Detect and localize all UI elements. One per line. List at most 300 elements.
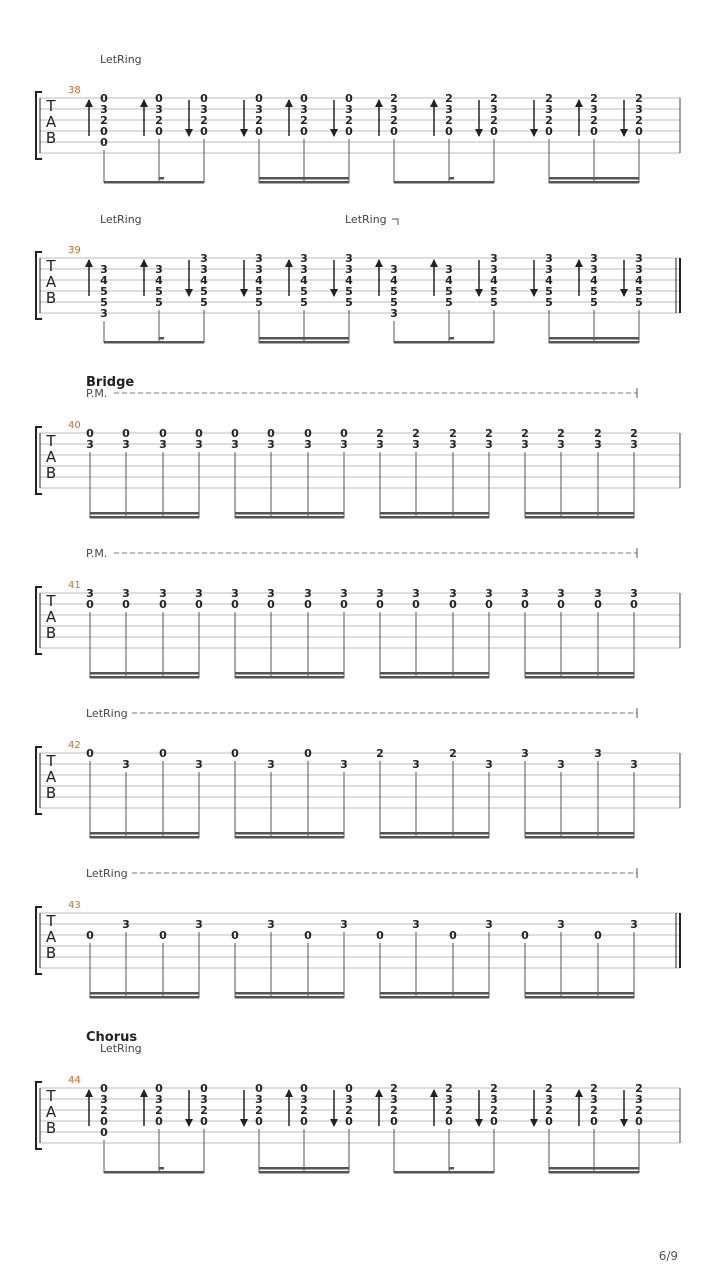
fret-number: 5 [635,285,643,298]
upstroke-arrowhead [140,1089,148,1097]
measure-number: 38 [68,85,81,96]
fret-number: 2 [155,1104,163,1117]
fret-number: 2 [376,427,384,440]
tab-clef-letter: B [45,944,57,962]
fret-number: 3 [159,587,167,600]
system-bracket [36,92,42,159]
beam [90,996,199,999]
fret-number: 3 [590,1093,598,1106]
fret-number: 0 [300,1115,308,1128]
fret-number: 3 [412,918,420,931]
fret-number: 3 [521,587,529,600]
fret-number: 0 [304,598,312,611]
technique-label: LetRing [100,53,142,66]
fret-number: 3 [100,263,108,276]
downstroke-arrowhead [185,1119,193,1127]
fret-number: 3 [390,263,398,276]
fret-number: 2 [490,114,498,127]
fret-number: 0 [231,929,239,942]
upstroke-arrowhead [430,259,438,267]
fret-number: 3 [195,587,203,600]
fret-number: 0 [590,1115,598,1128]
fret-number: 4 [590,274,598,287]
fret-number: 5 [200,285,208,298]
beam-stub [159,337,164,340]
fret-number: 2 [155,114,163,127]
fret-number: 0 [557,598,565,611]
upstroke-arrowhead [575,99,583,107]
fret-number: 3 [594,438,602,451]
system-bracket [36,747,42,814]
beam [259,1171,349,1174]
fret-number: 3 [195,918,203,931]
beam-secondary [549,337,639,340]
fret-number: 3 [345,252,353,265]
fret-number: 2 [100,1104,108,1117]
fret-number: 4 [390,274,398,287]
fret-number: 5 [545,285,553,298]
measure-number: 44 [68,1075,81,1086]
fret-number: 0 [390,125,398,138]
fret-number: 3 [267,587,275,600]
fret-number: 3 [200,263,208,276]
section-label: Bridge [86,375,135,390]
fret-number: 3 [490,263,498,276]
beam-stub [159,1167,164,1170]
beam [90,676,199,679]
fret-number: 3 [267,758,275,771]
downstroke-arrowhead [330,129,338,137]
fret-number: 0 [412,598,420,611]
fret-number: 0 [200,1115,208,1128]
fret-number: 0 [445,1115,453,1128]
fret-number: 2 [635,114,643,127]
fret-number: 3 [390,307,398,320]
fret-number: 2 [485,427,493,440]
fret-number: 2 [390,114,398,127]
fret-number: 3 [445,103,453,116]
fret-number: 0 [255,1082,263,1095]
fret-number: 3 [231,438,239,451]
fret-number: 4 [155,274,163,287]
system-bracket [36,587,42,654]
fret-number: 0 [300,1082,308,1095]
fret-number: 0 [304,929,312,942]
fret-number: 0 [345,92,353,105]
beam [394,1171,494,1174]
fret-number: 3 [300,1093,308,1106]
beam-secondary [235,672,344,675]
fret-number: 0 [155,1082,163,1095]
fret-number: 3 [300,252,308,265]
beam-secondary [259,1167,349,1170]
fret-number: 3 [345,263,353,276]
fret-number: 4 [545,274,553,287]
fret-number: 2 [445,1104,453,1117]
measure-number: 42 [68,740,81,751]
technique-label: LetRing [100,1042,142,1055]
fret-number: 3 [594,747,602,760]
fret-number: 3 [345,103,353,116]
fret-number: 0 [155,125,163,138]
fret-number: 4 [300,274,308,287]
beam-secondary [380,672,489,675]
fret-number: 3 [100,1093,108,1106]
beam-secondary [235,512,344,515]
fret-number: 2 [590,1082,598,1095]
fret-number: 0 [376,929,384,942]
fret-number: 3 [630,918,638,931]
beam-secondary [380,512,489,515]
measure-number: 41 [68,580,81,591]
fret-number: 3 [557,758,565,771]
fret-number: 2 [590,92,598,105]
fret-number: 5 [200,296,208,309]
fret-number: 3 [635,252,643,265]
fret-number: 3 [630,587,638,600]
fret-number: 0 [521,598,529,611]
beam-secondary [549,177,639,180]
fret-number: 0 [155,92,163,105]
system-bracket [36,427,42,494]
fret-number: 0 [231,427,239,440]
downstroke-arrowhead [330,1119,338,1127]
fret-number: 3 [159,438,167,451]
fret-number: 0 [594,929,602,942]
fret-number: 4 [200,274,208,287]
fret-number: 3 [521,747,529,760]
beam [104,341,204,344]
fret-number: 0 [449,598,457,611]
fret-number: 0 [445,125,453,138]
fret-number: 0 [521,929,529,942]
fret-number: 3 [200,252,208,265]
fret-number: 3 [304,438,312,451]
upstroke-arrowhead [375,99,383,107]
downstroke-arrowhead [530,1119,538,1127]
tab-clef-letter: A [45,608,57,626]
fret-number: 0 [340,598,348,611]
fret-number: 2 [490,1082,498,1095]
fret-number: 0 [545,1115,553,1128]
fret-number: 2 [521,427,529,440]
fret-number: 2 [255,114,263,127]
tab-clef-letter: T [46,912,56,930]
fret-number: 0 [635,1115,643,1128]
fret-number: 3 [545,263,553,276]
fret-number: 3 [267,918,275,931]
fret-number: 3 [490,252,498,265]
fret-number: 3 [490,103,498,116]
beam-secondary [235,992,344,995]
fret-number: 2 [390,92,398,105]
fret-number: 3 [340,918,348,931]
fret-number: 5 [255,296,263,309]
fret-number: 2 [545,92,553,105]
fret-number: 3 [195,758,203,771]
beam [235,836,344,839]
fret-number: 0 [267,598,275,611]
downstroke-arrowhead [185,289,193,297]
fret-number: 0 [86,598,94,611]
fret-number: 0 [255,92,263,105]
fret-number: 0 [86,747,94,760]
fret-number: 3 [155,263,163,276]
system-bracket [36,252,42,319]
beam-secondary [525,672,634,675]
downstroke-arrowhead [240,129,248,137]
upstroke-arrowhead [140,99,148,107]
beam [394,181,494,184]
beam-secondary [380,992,489,995]
beam [525,836,634,839]
beam-secondary [90,512,199,515]
tab-clef-letter: A [45,113,57,131]
fret-number: 5 [300,296,308,309]
tab-system [36,388,680,519]
tab-system [36,1082,680,1174]
technique-label: P.M. [86,547,108,560]
downstroke-arrowhead [240,1119,248,1127]
technique-label: LetRing [86,707,128,720]
fret-number: 2 [490,1104,498,1117]
fret-number: 3 [445,263,453,276]
fret-number: 5 [490,285,498,298]
fret-number: 3 [155,103,163,116]
tab-clef-letter: B [45,784,57,802]
fret-number: 0 [100,1082,108,1095]
fret-number: 3 [255,263,263,276]
fret-number: 3 [485,438,493,451]
fret-number: 0 [122,427,130,440]
fret-number: 3 [635,263,643,276]
technique-label: LetRing [345,213,387,226]
fret-number: 0 [304,427,312,440]
fret-number: 3 [521,438,529,451]
beam-secondary [549,1167,639,1170]
fret-number: 0 [86,929,94,942]
section-label: Chorus [86,1030,138,1045]
tab-clef-letter: T [46,97,56,115]
fret-number: 0 [635,125,643,138]
tab-clef-letter: T [46,432,56,450]
beam [380,996,489,999]
fret-number: 5 [100,285,108,298]
upstroke-arrowhead [85,1089,93,1097]
fret-number: 2 [490,92,498,105]
fret-number: 5 [545,296,553,309]
fret-number: 3 [300,103,308,116]
tab-clef-letter: B [45,464,57,482]
beam [394,341,494,344]
fret-number: 2 [594,427,602,440]
fret-number: 0 [304,747,312,760]
fret-number: 5 [390,285,398,298]
beam [549,181,639,184]
fret-number: 0 [594,598,602,611]
tab-clef-letter: A [45,768,57,786]
fret-number: 0 [345,1082,353,1095]
technique-label: LetRing [100,213,142,226]
upstroke-arrowhead [430,1089,438,1097]
tab-clef-letter: A [45,273,57,291]
fret-number: 3 [340,587,348,600]
fret-number: 5 [255,285,263,298]
beam-secondary [525,992,634,995]
fret-number: 2 [557,427,565,440]
fret-number: 3 [200,103,208,116]
beam [90,516,199,519]
tab-system [36,548,680,679]
fret-number: 0 [485,598,493,611]
beam-secondary [380,832,489,835]
fret-number: 2 [545,114,553,127]
beam [259,341,349,344]
fret-number: 2 [445,92,453,105]
fret-number: 3 [545,252,553,265]
downstroke-arrowhead [620,1119,628,1127]
fret-number: 2 [200,114,208,127]
fret-number: 0 [200,1082,208,1095]
fret-number: 3 [590,263,598,276]
upstroke-arrowhead [375,1089,383,1097]
fret-number: 2 [449,747,457,760]
fret-number: 0 [490,1115,498,1128]
fret-number: 0 [300,125,308,138]
fret-number: 3 [557,587,565,600]
downstroke-arrowhead [530,129,538,137]
fret-number: 3 [490,1093,498,1106]
beam [380,836,489,839]
beam [104,181,204,184]
fret-number: 0 [345,125,353,138]
fret-number: 3 [545,103,553,116]
fret-number: 3 [340,758,348,771]
fret-number: 3 [376,438,384,451]
fret-number: 0 [159,747,167,760]
beam-stub [449,177,454,180]
fret-number: 3 [630,438,638,451]
fret-number: 3 [485,758,493,771]
fret-number: 0 [300,92,308,105]
beam [549,341,639,344]
beam-stub [449,1167,454,1170]
fret-number: 2 [630,427,638,440]
beam-secondary [90,992,199,995]
fret-number: 0 [231,598,239,611]
downstroke-arrowhead [185,129,193,137]
fret-number: 2 [200,1104,208,1117]
beam [380,676,489,679]
system-bracket [36,1082,42,1149]
fret-number: 3 [449,587,457,600]
tab-clef-letter: T [46,1087,56,1105]
upstroke-arrowhead [85,259,93,267]
fret-number: 3 [412,587,420,600]
fret-number: 0 [267,427,275,440]
fret-number: 0 [100,125,108,138]
technique-label: P.M. [86,387,108,400]
fret-number: 4 [345,274,353,287]
beam-secondary [235,832,344,835]
fret-number: 3 [635,1093,643,1106]
fret-number: 3 [412,758,420,771]
beam [235,676,344,679]
fret-number: 3 [445,1093,453,1106]
fret-number: 0 [122,598,130,611]
tab-clef-letter: T [46,257,56,275]
beam-secondary [259,177,349,180]
fret-number: 0 [545,125,553,138]
fret-number: 0 [159,598,167,611]
fret-number: 2 [300,1104,308,1117]
fret-number: 3 [155,1093,163,1106]
beam [259,181,349,184]
beam-secondary [90,672,199,675]
tab-system [36,868,680,999]
beam-secondary [259,337,349,340]
fret-number: 2 [590,114,598,127]
beam [525,996,634,999]
fret-number: 0 [195,427,203,440]
fret-number: 3 [635,103,643,116]
fret-number: 0 [100,136,108,149]
fret-number: 3 [100,307,108,320]
measure-number: 39 [68,245,81,256]
tab-clef-letter: T [46,752,56,770]
fret-number: 4 [100,274,108,287]
beam [525,516,634,519]
fret-number: 2 [345,114,353,127]
upstroke-arrowhead [285,259,293,267]
upstroke-arrowhead [575,259,583,267]
fret-number: 3 [231,587,239,600]
fret-number: 2 [445,1082,453,1095]
fret-number: 0 [159,427,167,440]
upstroke-arrowhead [575,1089,583,1097]
fret-number: 4 [490,274,498,287]
fret-number: 0 [100,92,108,105]
fret-number: 5 [635,296,643,309]
fret-number: 5 [155,285,163,298]
downstroke-arrowhead [620,129,628,137]
fret-number: 3 [594,587,602,600]
fret-number: 3 [255,103,263,116]
system-bracket [36,907,42,974]
fret-number: 3 [557,918,565,931]
tab-clef-letter: B [45,1119,57,1137]
technique-label: LetRing [86,867,128,880]
downstroke-arrowhead [475,1119,483,1127]
tab-system [36,708,680,839]
fret-number: 0 [100,1115,108,1128]
tab-clef-letter: B [45,289,57,307]
tab-clef-letter: B [45,624,57,642]
fret-number: 2 [390,1104,398,1117]
tab-clef-letter: A [45,928,57,946]
tab-clef-letter: B [45,129,57,147]
beam [235,516,344,519]
beam-secondary [90,832,199,835]
fret-number: 3 [195,438,203,451]
fret-number: 3 [267,438,275,451]
fret-number: 2 [412,427,420,440]
fret-number: 5 [445,296,453,309]
fret-number: 0 [255,1115,263,1128]
tab-clef-letter: T [46,592,56,610]
fret-number: 3 [376,587,384,600]
fret-number: 0 [590,125,598,138]
